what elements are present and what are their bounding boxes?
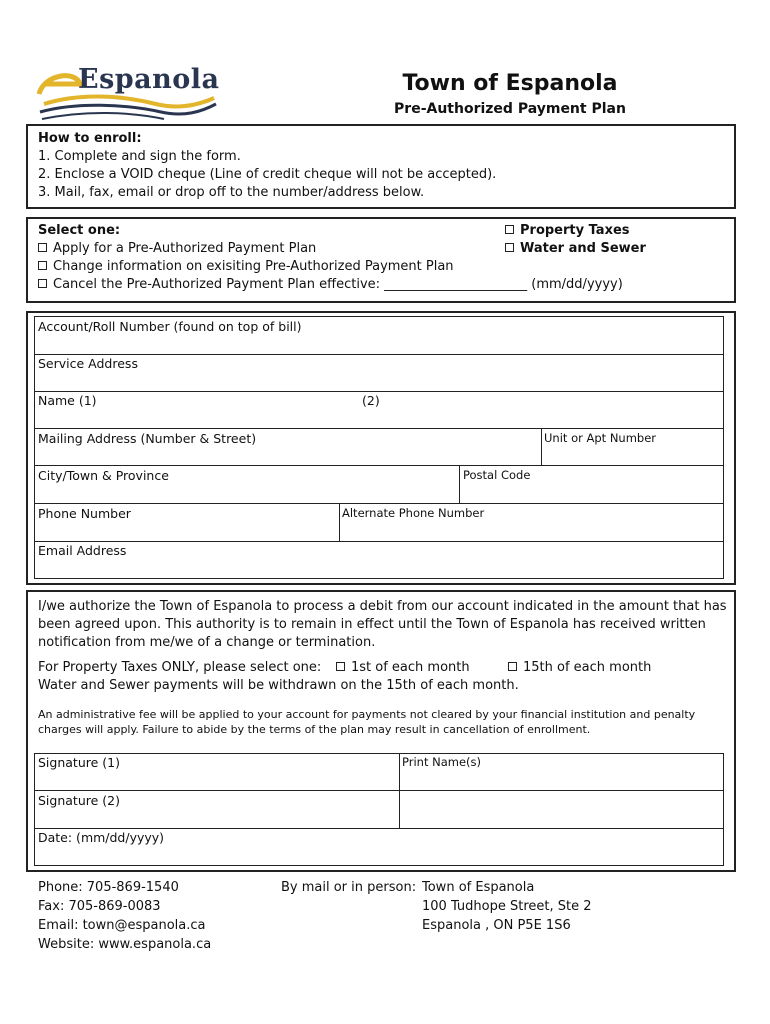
name1-label: Name (1) — [38, 393, 97, 408]
property-taxes-prompt: For Property Taxes ONLY, please select one: — [38, 660, 322, 675]
option-cancel[interactable]: Cancel the Pre-Authorized Payment Plan effective: ______________________ (mm/dd/yyyy) — [38, 276, 623, 294]
checkbox[interactable] — [336, 662, 345, 671]
fee-note: An administrative fee will be applied to your account for payments not cleared by your financial institution and penalty charges will apply. Failure to abide by the terms of the plan may result in cancellation of enrollment. — [38, 708, 696, 736]
enroll-step: 3. Mail, fax, email or drop off to the number/address below. — [38, 185, 425, 200]
select-heading: Select one: — [38, 223, 121, 238]
option-1st-of-month[interactable]: 1st of each month — [336, 659, 470, 677]
postal-code-label: Postal Code — [463, 468, 531, 482]
phone-label: Phone Number — [38, 506, 131, 521]
signature1-label: Signature (1) — [38, 755, 120, 770]
option-change[interactable]: Change information on exisiting Pre-Authorized Payment Plan — [38, 258, 623, 276]
page-subtitle: Pre-Authorized Payment Plan — [394, 101, 626, 117]
print-names-label: Print Name(s) — [402, 755, 482, 769]
contact-phone: Phone: 705-869-1540 — [38, 880, 179, 895]
water-sewer-note: Water and Sewer payments will be withdrawn on the 15th of each month. — [38, 678, 519, 693]
checkbox[interactable] — [505, 243, 514, 252]
logo-text: Espanola — [78, 64, 220, 95]
contact-email: Email: town@espanola.ca — [38, 918, 206, 933]
name2-label: (2) — [362, 393, 380, 408]
account-type-options — [505, 222, 646, 258]
checkbox[interactable] — [38, 243, 47, 252]
unit-label: Unit or Apt Number — [544, 431, 657, 445]
enroll-instructions — [38, 130, 496, 202]
option-15th-of-month[interactable]: 15th of each month — [508, 659, 651, 677]
checkbox[interactable] — [505, 225, 514, 234]
checkbox[interactable] — [38, 279, 47, 288]
enroll-step: 2. Enclose a VOID cheque (Line of credit cheque will not be accepted). — [38, 167, 497, 182]
mailing-address-label: Mailing Address (Number & Street) — [38, 431, 257, 446]
alt-phone-label: Alternate Phone Number — [342, 506, 485, 520]
checkbox[interactable] — [508, 662, 517, 671]
city-label: City/Town & Province — [38, 468, 169, 483]
option-apply[interactable]: Apply for a Pre-Authorized Payment Plan — [38, 240, 623, 258]
signature2-blank — [399, 790, 724, 829]
authorization-text: I/we authorize the Town of Espanola to process a debit from our account indicated in the amount that has been agreed upon. This authority is to remain in effect until the Town of Espanola has received written notification from me/we of a change or termination. — [38, 599, 727, 650]
contact-website: Website: www.espanola.ca — [38, 937, 212, 952]
email-label: Email Address — [38, 543, 127, 558]
option-water-sewer[interactable]: Water and Sewer — [505, 240, 646, 258]
enroll-step: 1. Complete and sign the form. — [38, 149, 241, 164]
contact-info — [38, 878, 211, 954]
email-field[interactable] — [34, 541, 724, 579]
contact-fax: Fax: 705-869-0083 — [38, 899, 161, 914]
town-logo — [36, 64, 226, 126]
account-label: Account/Roll Number (found on top of bill) — [38, 319, 302, 334]
mailing-address: Town of Espanola 100 Tudhope Street, Ste 2 Espanola , ON P5E 1S6 — [422, 880, 592, 933]
checkbox[interactable] — [38, 261, 47, 270]
signature2-label: Signature (2) — [38, 793, 120, 808]
date-label: Date: (mm/dd/yyyy) — [38, 830, 165, 845]
service-address-label: Service Address — [38, 356, 138, 371]
option-property-taxes[interactable]: Property Taxes — [505, 222, 646, 240]
enroll-heading: How to enroll: — [38, 131, 142, 146]
mail-label: By mail or in person: — [281, 880, 417, 895]
page-title: Town of Espanola — [402, 71, 618, 96]
